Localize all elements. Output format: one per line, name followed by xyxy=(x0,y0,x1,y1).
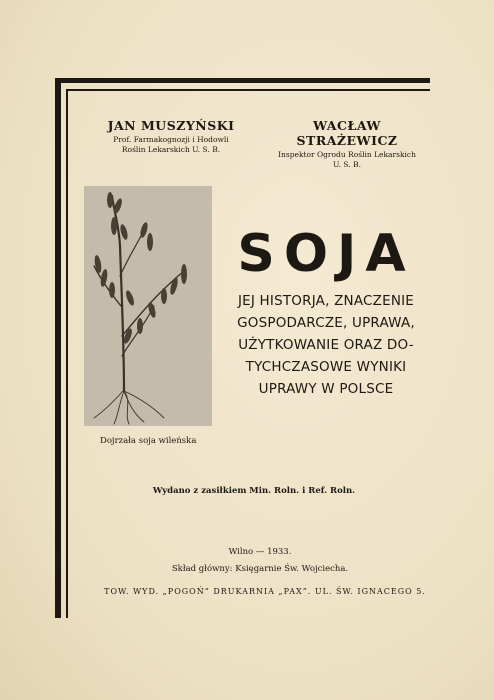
subtitle-line: JEJ HISTORJA, ZNACZENIE xyxy=(237,293,415,309)
left-inner-rule xyxy=(66,89,68,618)
author-muszynski xyxy=(96,118,246,155)
top-inner-rule xyxy=(68,89,430,91)
subtitle-line: UŻYTKOWANIE ORAZ DO- xyxy=(238,337,414,353)
author-role: Prof. Farmakognozji i Hodowli xyxy=(113,135,229,144)
subtitle-line: TYCHCZASOWE WYNIKI xyxy=(245,359,407,375)
soybean-plant-illustration xyxy=(84,186,212,426)
soybean-plant-photo xyxy=(84,186,212,426)
author-strazewicz xyxy=(262,118,432,170)
book-subtitle xyxy=(226,290,426,400)
distribution-note: Skład główny: Księgarnie Św. Wojciecha. xyxy=(171,564,349,574)
author-role: Roślin Lekarskich U. S. B. xyxy=(121,145,221,154)
left-border-rule xyxy=(55,78,61,618)
top-border-rule xyxy=(56,78,430,83)
funding-note: Wydano z zasiłkiem Min. Roln. i Ref. Roln. xyxy=(152,486,356,496)
author-role: Inspektor Ogrodu Roślin Lekarskich xyxy=(278,150,416,159)
subtitle-line: UPRAWY W POLSCE xyxy=(258,381,394,397)
place-date: Wilno — 1933. xyxy=(228,547,292,557)
subtitle-line: GOSPODARCZE, UPRAWA, xyxy=(237,315,415,331)
book-title: SOJA xyxy=(237,224,415,284)
plate-caption: Dojrzała soja wileńska xyxy=(100,436,197,446)
author-name: JAN MUSZYŃSKI xyxy=(107,118,235,133)
author-role: U. S. B. xyxy=(333,160,361,169)
publisher-line: TOW. WYD. „POGOŃ” DRUKARNIA „PAX”. UL. ŚW. IGNACEGO 5. xyxy=(104,587,426,596)
author-name: WACŁAW STRAŻEWICZ xyxy=(296,118,398,148)
